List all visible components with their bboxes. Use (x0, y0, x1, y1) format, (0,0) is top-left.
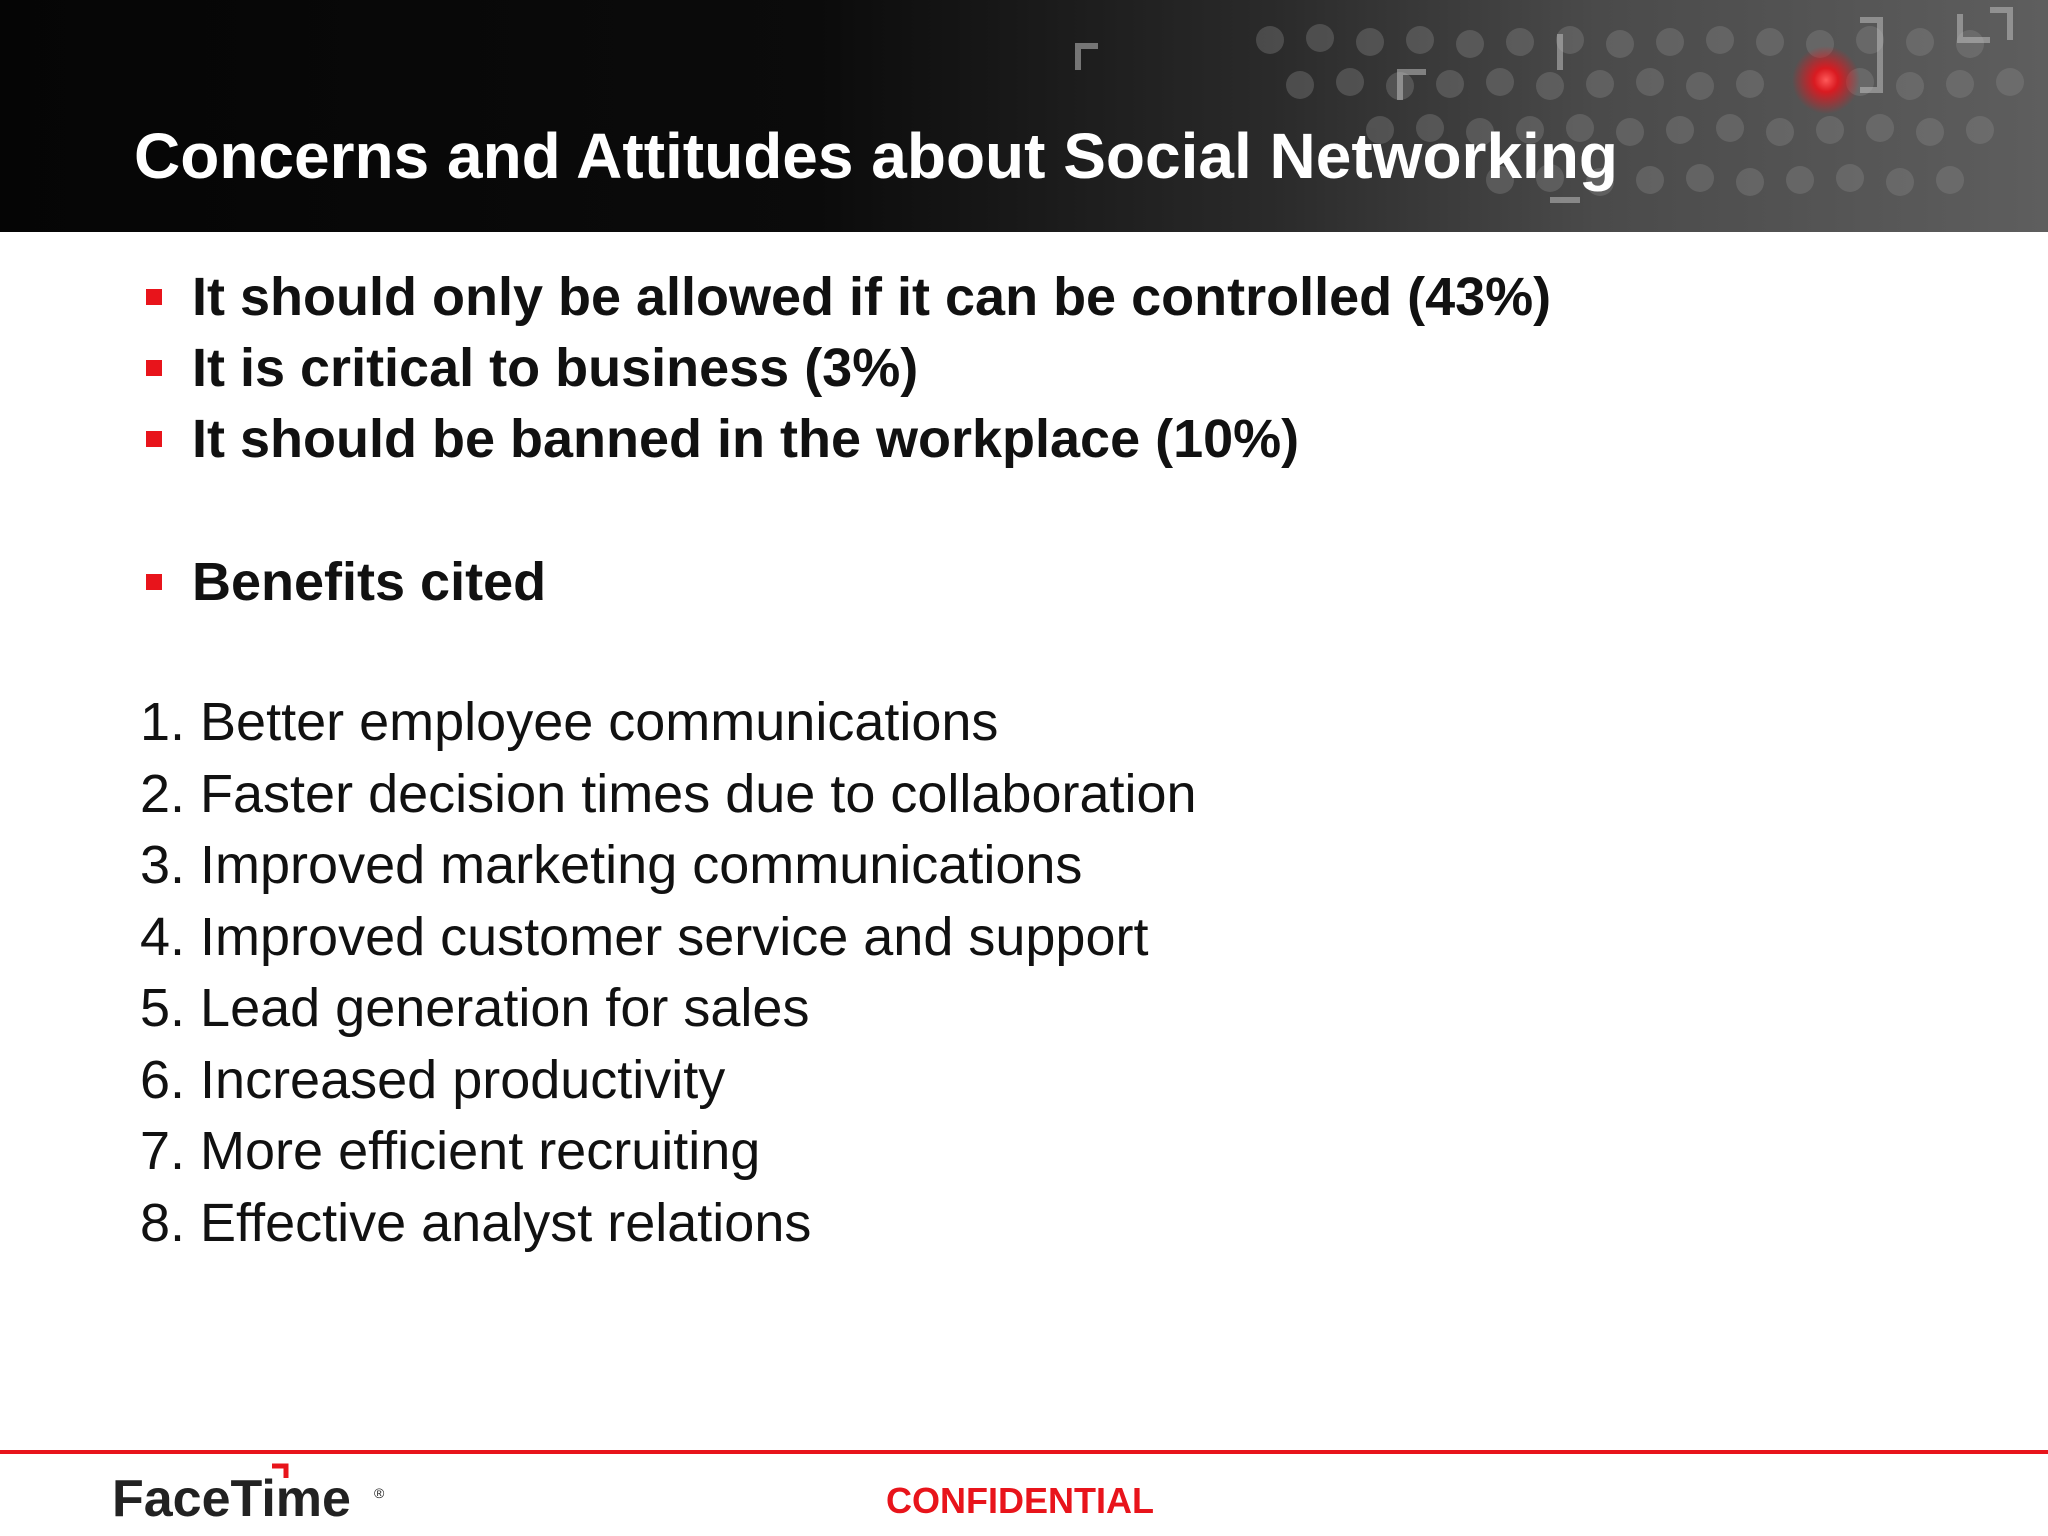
benefit-item: 1. Better employee communications (140, 692, 999, 752)
bullet-text: Benefits cited (192, 552, 547, 612)
slide-title: Concerns and Attitudes about Social Networking (134, 120, 1618, 192)
attitude-bullet-list (144, 262, 1551, 618)
title-banner (0, 0, 2048, 232)
benefit-item: 5. Lead generation for sales (140, 978, 810, 1038)
footer-divider (0, 1450, 2048, 1454)
confidential-label: CONFIDENTIAL (886, 1480, 1154, 1521)
benefit-item: 2. Faster decision times due to collaboration (140, 763, 1197, 824)
bullet-item (144, 262, 1551, 333)
benefits-list (140, 687, 1197, 1259)
bullet-text: It is critical to business (3%) (192, 338, 919, 398)
registered-mark: ® (374, 1485, 385, 1501)
bullet-text: It should be banned in the workplace (10%) (192, 409, 1300, 469)
bullet-item (144, 404, 1551, 475)
benefit-item: 6. Increased productivity (140, 1049, 726, 1110)
red-square-bullet-icon (146, 574, 162, 590)
bullet-text: It should only be allowed if it can be controlled (43%) (192, 267, 1552, 327)
header-decoration (0, 0, 2048, 232)
benefit-item: 7. More efficient recruiting (140, 1121, 761, 1181)
facetime-logo (112, 1462, 392, 1526)
red-square-bullet-icon (146, 360, 162, 376)
red-glow-dot-icon (1792, 46, 1860, 114)
logo-wordmark: FaceTime (112, 1470, 351, 1526)
bullet-item (144, 333, 1551, 404)
red-square-bullet-icon (146, 289, 162, 305)
benefit-item: 4. Improved customer service and support (140, 906, 1149, 967)
red-square-bullet-icon (146, 431, 162, 447)
benefit-item: 8. Effective analyst relations (140, 1192, 812, 1253)
benefit-item: 3. Improved marketing communications (140, 835, 1083, 895)
bullet-item-benefits-heading (144, 547, 1551, 618)
